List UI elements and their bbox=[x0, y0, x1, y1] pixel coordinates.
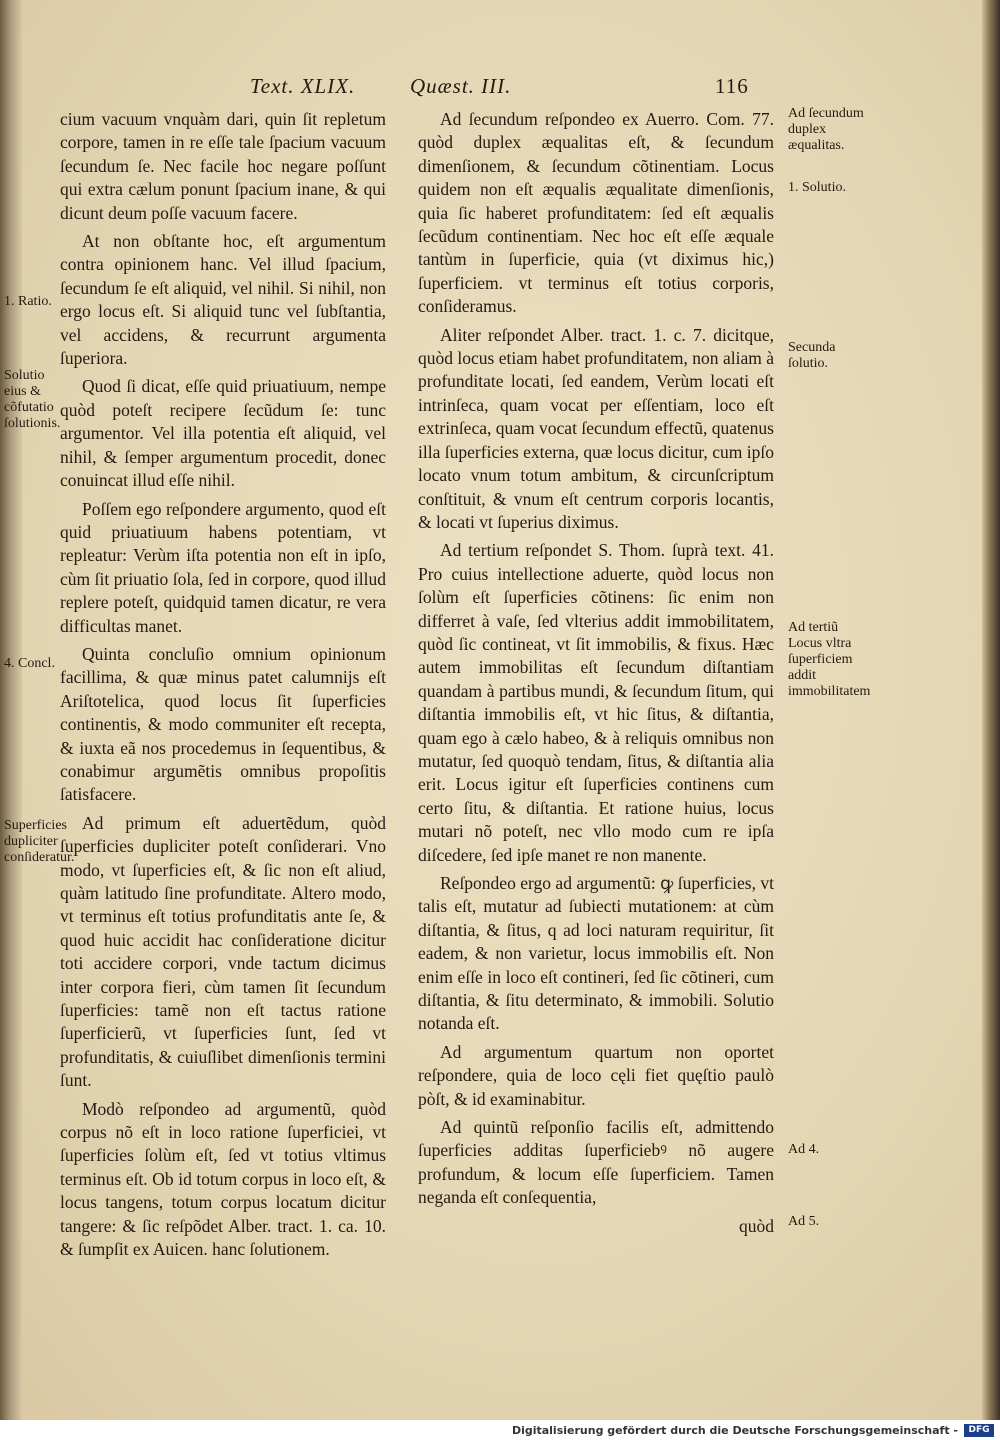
paragraph: Ad quintũ reſponſio facilis eſt, admittendo ſuperficies additas ſuperficiebꝰ nõ augere profundum, & locum eſſe ſuperficiem. Tamen neganda eſt conſequentia, bbox=[418, 1117, 774, 1208]
dfg-logo: DFG bbox=[964, 1424, 994, 1437]
margin-note-right: Secunda ſolutio. bbox=[788, 340, 836, 371]
margin-note-right: Ad tertiũ Locus vltra ſuperficiem addit immobilitatem bbox=[788, 620, 871, 699]
footer-text: Digitalisierung gefördert durch die Deutsche Forschungsgemeinschaft - bbox=[511, 1423, 958, 1437]
running-head bbox=[0, 74, 982, 104]
paragraph: Ad argumentum quartum non oportet reſpondere, quia de loco cęli fiet quęſtio paulò pòſt, & id examinabitur. bbox=[418, 1041, 774, 1109]
paragraph: Ad ſecundum reſpondeo ex Auerro. Com. 77. quòd duplex æqualitas eſt, & ſecundum dimenſionem, & ſecundum cõtinentiam. Locus quidem non eſt æqualis æqualitate dimenſionis, quia ſic haberet profunditatem: ſed eſt æqualis ſecũdum continentiam. Nec hoc eſt eſſe æquale tantùm in ſuperficie, quia (vt diximus hic,) ſuperficiem. vt terminus eſt totius corporis, conſideramus. bbox=[418, 109, 774, 317]
paragraph: Modò reſpondeo ad argumentũ, quòd corpus nõ eſt in loco ratione ſuperficiei, vt ſuperficies ſolùm eſt, ſed vt totius vltimus terminus eſt. Ob id totum corpus in loco eſt, & locus tangens, totum corpus locatum dicitur tangere: & ſic reſpõdet Alber. tract. 1. ca. 10. & ſumpſit ex Auicen. hanc ſolutionem. bbox=[60, 1098, 386, 1260]
paragraph: Poſſem ego reſpondere argumento, quod eſt quid priuatiuum habens potentiam, vt repleatur: Verùm iſta potentia non eſt in ipſo, cùm ſit priuatio ſola, ſed in corpore, quod illud replere poteſt, quidquid tamen dicatur, re vera difficultas manet. bbox=[60, 498, 386, 636]
right-column bbox=[418, 108, 774, 1238]
margin-note-right: 1. Solutio. bbox=[788, 180, 846, 195]
paragraph: At non obſtante hoc, eſt argumentum contra opinionem hanc. Vel illud ſpacium, ſecundum ſe eſt aliquid, vel nihil. Si nihil, non ergo locus eſt. Si aliquid tunc vel ſubſtantia, vel accidens, & recurrunt argumenta ſuperiora. bbox=[60, 231, 386, 369]
paragraph: Ad tertium reſpondet S. Thom. ſuprà text. 41. Pro cuius intellectione aduerte, quòd locus non ſolùm eſt ſuperficies cõtinens: ſic enim non differret à vaſe, ſed vlterius addit immobilitatem, quòd ſic contineat, vt ſit immobilis, & fixus. Hæc autem immobilitas eſt ſecundum diſtantiam quandam à partibus mundi, & ſecundum ſitum, qui diſtantia immobilis eſt, vt hic ſitus, & diſtantia, quam ego à cælo habeo, & à reliquis omnibus non mutatur, ſed quoquò tendam, ſitus, & diſtantia alia erit. Locus igitur eſt ſuperficies continens cum certo ſitu, & diſtantia. Et ratione huius, locus mutari nõ poteſt, nec vllo modo cum re ipſa diſcedere, ſed ipſe manet re non manente. bbox=[418, 540, 774, 865]
margin-note-left: 1. Ratio. bbox=[4, 294, 52, 309]
paragraph: Quinta concluſio omnium opinionum facillima, & quæ minus patet calumnijs eſt Ariſtotelica, quod locus ſit ſuperficies continentis, & modo communiter eſt recepta, & iuxta eã nos procedemus in ſequentibus, & conabimur argumẽtis omnibus propoſitis ſatisfacere. bbox=[60, 643, 386, 805]
page-edge bbox=[982, 0, 1000, 1420]
left-column bbox=[60, 108, 386, 1267]
running-head-center: Quæst. III. bbox=[410, 74, 512, 98]
paragraph: Aliter reſpondet Alber. tract. 1. c. 7. dicitque, quòd locus etiam habet profunditatem, non aliam à profunditate locati, ſed eandem, Verùm locati eſt intrinſeca, quam vocat per eſſentiam, loco eſt extrinſeca, quam vocat ſecundum effectũ, quatenus illa ſuperficies externa, quæ locus dicitur, cum ipſo locato vnum totum ambitum, & circunſcriptum conſtituit, & vnum eſt centrum corporis locantis, & locati vt ſuperius diximus. bbox=[418, 324, 774, 532]
catchword: quòd bbox=[739, 1215, 774, 1236]
book-gutter bbox=[0, 0, 22, 1420]
paragraph: cium vacuum vnquàm dari, quin ſit repletum corpore, tamen in re eſſe tale ſpacium vacuum ſecundum ſe. Nec facile hoc negare poſſunt qui extra cælum ponunt ſpacium inane, & qui dicunt deum poſſe vacuum facere. bbox=[60, 109, 386, 223]
margin-note-right: Ad 4. bbox=[788, 1142, 820, 1157]
margin-note-left: Solutio eius & cõfutatio ſolutionis. bbox=[4, 368, 61, 431]
margin-note-right: Ad ſecundum duplex æqualitas. bbox=[788, 106, 864, 153]
paragraph: Reſpondeo ergo ad argumentũ: ꝙ ſuperficies, vt talis eſt, mutatur ad ſubiecti mutationem: at cùm diſtantia, & ſitus, q ad loci naturam requiritur, ſit eadem, & non varietur, locus immobilis eſt. Non enim eſſe in loco eſt contineri, ſed ſic cõtineri, cum diſtantia, & ſitu determinato, & immobili. Solutio notanda eſt. bbox=[418, 873, 774, 1034]
margin-note-left: Superficies dupliciter conſideratur. bbox=[4, 818, 75, 865]
margin-note-left: 4. Concl. bbox=[4, 656, 55, 671]
paragraph: Ad primum eſt aduertẽdum, quòd ſuperficies dupliciter poteſt conſiderari. Vno modo, vt ſuperficies eſt, & ſic non eſt aliud, quàm latitudo ſine profunditate. Altero modo, vt terminus eſt totius profunditatis ante ſe, & quod huic accidit hac conſideratione dicitur toti accidere corpori, vnde tactum dicimus inter corpora fieri, cùm tamen ſit ſecundum ſuperficies: tamẽ non eſt tactus ratione ſuperficierũ, vt ſuperficies ſunt, ſed vt profunditatis, & cuiuſlibet dimenſionis termini ſunt. bbox=[60, 812, 386, 1091]
running-head-left: Text. XLIX. bbox=[250, 74, 356, 98]
page-number: 116 bbox=[715, 74, 749, 98]
margin-note-right: Ad 5. bbox=[788, 1214, 820, 1229]
paragraph: Quod ſi dicat, eſſe quid priuatiuum, nempe quòd poteſt recipere ſecũdum ſe: tunc argumentor. Vel illa potentia eſt aliquid, vel nihil, & ſemper argumentum procedit, donec conuincat illud eſſe nihil. bbox=[60, 376, 386, 491]
digitization-footer bbox=[0, 1420, 1000, 1440]
